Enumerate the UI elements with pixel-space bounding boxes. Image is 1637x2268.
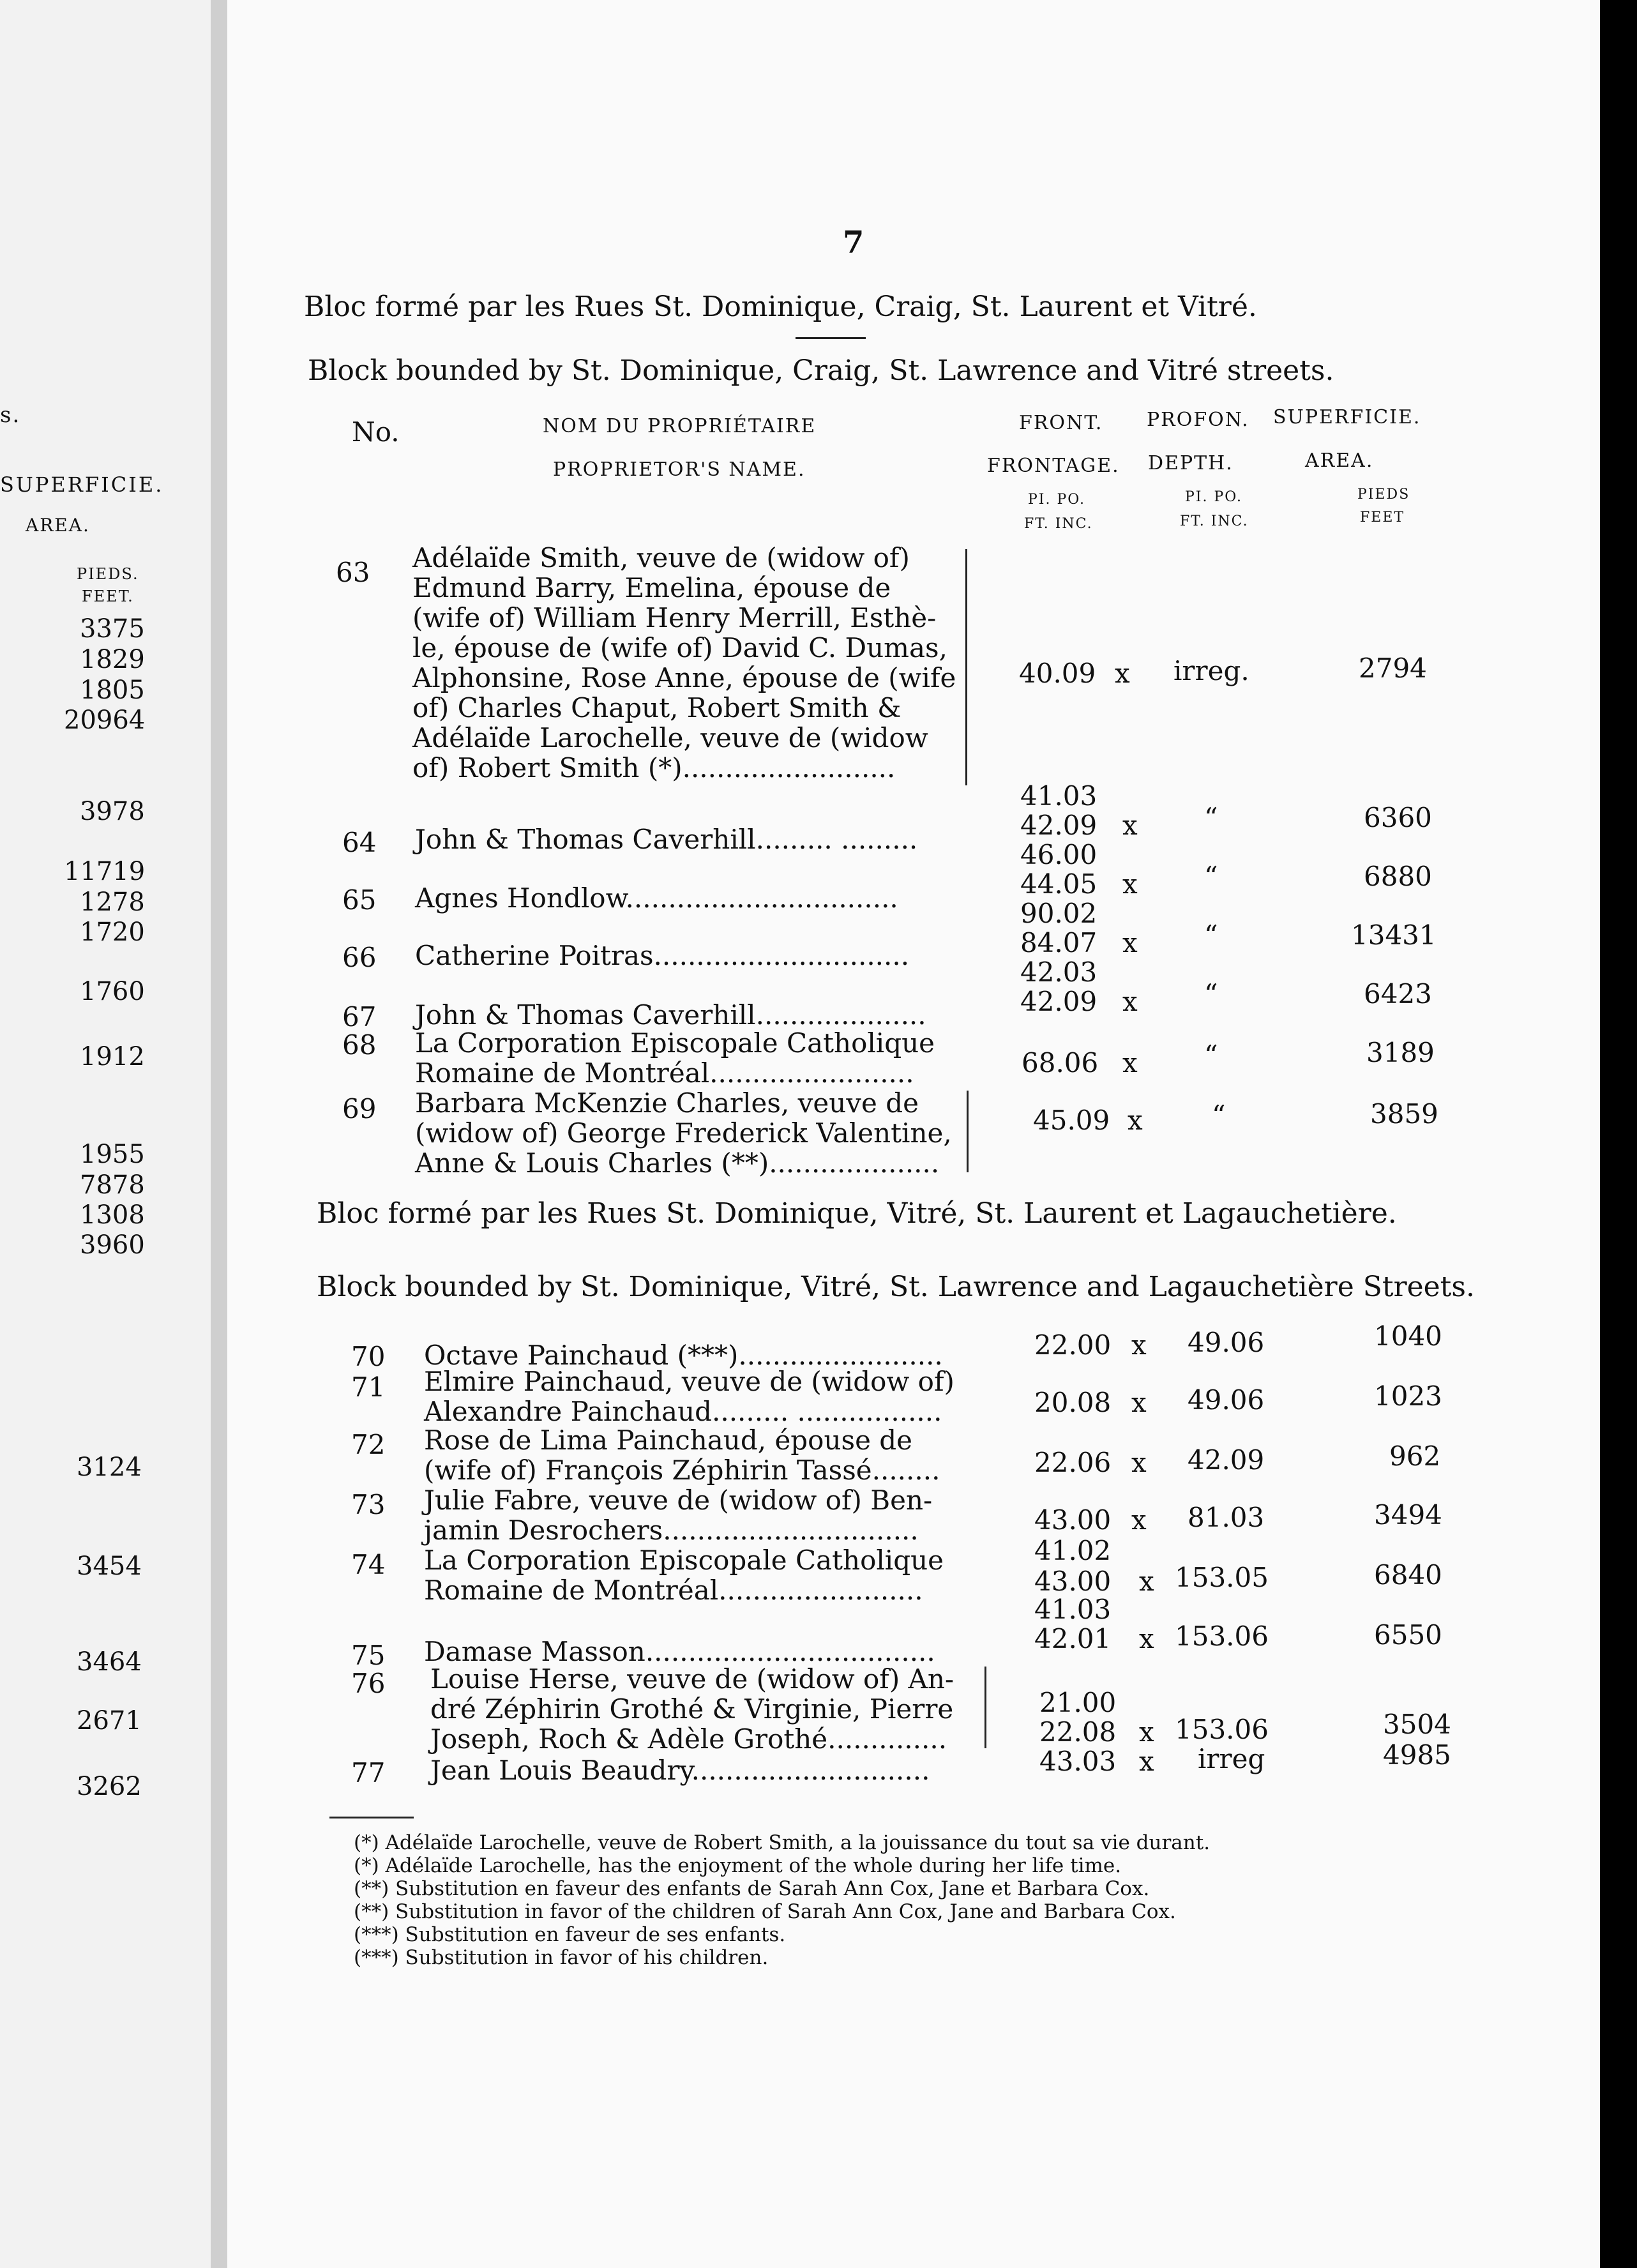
footnote: (**) Substitution en faveur des enfants de Sarah Ann Cox, Jane et Barbara Cox. (354, 1877, 1150, 1900)
area-value: 3494 (1374, 1499, 1442, 1531)
frontage-value: 22.00 (1034, 1329, 1112, 1361)
times-sign: x (1139, 1566, 1154, 1597)
unit-depth-en: FT. INC. (1180, 513, 1249, 529)
proprietor-line: Adélaïde Smith, veuve de (widow of) (412, 542, 910, 573)
proprietor-name: Damase Masson.................................. (424, 1636, 935, 1667)
col-owner-header-fr: NOM DU PROPRIÉTAIRE (543, 415, 817, 437)
lot-number: 74 (351, 1549, 386, 1580)
proprietor-line: Edmund Barry, Emelina, épouse de (412, 572, 891, 603)
frontage-value: 40.09 (1019, 658, 1096, 689)
times-sign: x (1139, 1746, 1154, 1777)
left-area-value: 3960 (80, 1230, 145, 1260)
area-value: 3504 (1383, 1709, 1451, 1740)
frontage-value: 22.08 (1039, 1716, 1117, 1748)
left-area-value: 1720 (80, 918, 145, 947)
depth-value: 49.06 (1188, 1384, 1265, 1416)
unit-area-fr: PIEDS (1357, 487, 1410, 503)
left-page-fragment (0, 0, 211, 2268)
proprietor-name (424, 1366, 954, 1426)
frontage-value: 42.09 (1020, 986, 1098, 1017)
lot-number: 70 (351, 1341, 386, 1372)
proprietor-name (412, 543, 956, 783)
left-unit-fr: PIEDS. (77, 565, 139, 583)
brace-right (960, 549, 967, 785)
col-depth-header-en: DEPTH. (1148, 452, 1233, 474)
left-area-value: 3124 (77, 1453, 142, 1482)
brace-right (979, 1667, 986, 1748)
frontage-value: 43.00 (1034, 1504, 1112, 1536)
frontage-value: 21.00 (1039, 1687, 1117, 1718)
left-area-value: 1805 (80, 676, 145, 705)
lot-number: 71 (351, 1372, 386, 1403)
proprietor-line: Rose de Lima Painchaud, épouse de (424, 1425, 913, 1456)
left-area-value: 3978 (80, 797, 145, 826)
frontage-value: 68.06 (1022, 1047, 1099, 1078)
times-sign: x (1139, 1623, 1154, 1654)
times-sign: x (1131, 1387, 1147, 1418)
proprietor-line: Julie Fabre, veuve de (widow of) Ben- (424, 1485, 933, 1516)
times-sign: x (1131, 1504, 1147, 1536)
lot-number: 64 (342, 827, 377, 858)
proprietor-name (424, 1485, 932, 1545)
area-value: 4985 (1383, 1739, 1451, 1771)
times-sign: x (1122, 810, 1138, 841)
proprietor-name (415, 1028, 935, 1088)
times-sign: x (1122, 1047, 1138, 1078)
col-depth-header-fr: PROFON. (1147, 409, 1249, 431)
frontage-value: 84.07 (1020, 927, 1098, 958)
lot-number: 72 (351, 1429, 386, 1460)
times-sign: x (1131, 1447, 1147, 1478)
proprietor-name: Octave Painchaud (***)........................ (424, 1340, 943, 1371)
frontage-value: 41.02 (1034, 1535, 1112, 1566)
depth-value: irreg. (1173, 655, 1249, 686)
frontage-value: 43.00 (1034, 1566, 1112, 1597)
proprietor-line: Barbara McKenzie Charles, veuve de (415, 1087, 919, 1119)
frontage-value: 90.02 (1020, 898, 1098, 929)
depth-ditto: “ (1204, 978, 1218, 1009)
frontage-value: 42.01 (1034, 1623, 1112, 1654)
footnote: (*) Adélaïde Larochelle, veuve de Robert Smith, a la jouissance du tout sa vie durant. (354, 1831, 1211, 1854)
proprietor-name (415, 1088, 952, 1178)
block1-title-fr: Bloc formé par les Rues St. Dominique, Craig, St. Laurent et Vitré. (304, 291, 1257, 323)
title-rule (796, 337, 866, 339)
depth-ditto: “ (1204, 919, 1218, 951)
left-area-value: 3464 (77, 1647, 142, 1677)
left-area-value: 11719 (64, 857, 146, 886)
lot-number: 73 (351, 1489, 386, 1520)
area-value: 6423 (1364, 978, 1432, 1009)
unit-front-fr: PI. PO. (1028, 492, 1086, 508)
left-area-header-fr: SUPERFICIE. (0, 472, 164, 497)
depth-value: irreg (1198, 1743, 1265, 1774)
area-value: 6880 (1364, 861, 1432, 892)
times-sign: x (1128, 1105, 1143, 1136)
depth-value: 81.03 (1188, 1502, 1265, 1533)
proprietor-name (424, 1425, 940, 1485)
lot-number: 63 (336, 557, 370, 588)
col-front-header-en: FRONTAGE. (987, 455, 1120, 477)
page-gutter (211, 0, 227, 2268)
left-area-value: 3454 (77, 1552, 142, 1581)
col-no-header: No. (352, 416, 400, 448)
block2-title-fr: Bloc formé par les Rues St. Dominique, Vitré, St. Laurent et Lagauchetière. (317, 1197, 1397, 1230)
area-value: 3859 (1370, 1098, 1438, 1130)
lot-number: 77 (351, 1757, 386, 1788)
footnote-rule (329, 1817, 414, 1818)
area-value: 6840 (1374, 1559, 1442, 1591)
proprietor-line: Adélaïde Larochelle, veuve de (widow (412, 722, 928, 753)
block2-title-en: Block bounded by St. Dominique, Vitré, St. Lawrence and Lagauchetière Streets. (317, 1271, 1475, 1303)
frontage-value: 45.09 (1033, 1105, 1110, 1136)
page-number: 7 (843, 225, 864, 261)
times-sign: x (1139, 1716, 1154, 1748)
left-area-value: 20964 (64, 706, 146, 735)
lot-number: 76 (351, 1668, 386, 1699)
unit-area-en: FEET (1360, 510, 1405, 525)
area-value: 2794 (1359, 653, 1427, 684)
proprietor-line: Alphonsine, Rose Anne, épouse de (wife (412, 662, 956, 693)
col-owner-header-en: PROPRIETOR'S NAME. (553, 458, 806, 481)
proprietor-line: La Corporation Episcopale Catholique (424, 1545, 944, 1576)
left-area-value: 2671 (77, 1706, 142, 1735)
left-area-value: 1829 (80, 645, 145, 674)
area-value: 1040 (1374, 1320, 1442, 1352)
depth-value: 153.06 (1175, 1714, 1269, 1745)
unit-front-en: FT. INC. (1024, 516, 1093, 532)
depth-value: 153.06 (1175, 1621, 1269, 1652)
times-sign: x (1115, 658, 1130, 689)
area-value: 1023 (1374, 1380, 1442, 1412)
proprietor-line: Elmire Painchaud, veuve de (widow of) (424, 1366, 954, 1397)
lot-number: 69 (342, 1093, 377, 1124)
area-value: 6550 (1374, 1619, 1442, 1651)
frontage-value: 42.03 (1020, 956, 1098, 988)
col-front-header-fr: FRONT. (1019, 412, 1103, 434)
depth-ditto: “ (1204, 861, 1218, 892)
proprietor-line: (wife of) François Zéphirin Tassé........ (424, 1455, 940, 1486)
brace-right (962, 1091, 969, 1172)
times-sign: x (1122, 986, 1138, 1017)
frontage-value: 44.05 (1020, 868, 1098, 900)
footnote: (**) Substitution in favor of the children of Sarah Ann Cox, Jane and Barbara Cox. (354, 1900, 1176, 1923)
lot-number: 75 (351, 1640, 386, 1671)
proprietor-line: Alexandre Painchaud......... ................. (424, 1396, 942, 1427)
left-area-value: 1955 (80, 1140, 145, 1169)
proprietor-line: le, épouse de (wife of) David C. Dumas, (412, 632, 947, 663)
times-sign: x (1122, 927, 1138, 958)
area-value: 3189 (1366, 1037, 1435, 1068)
footnote: (***) Substitution in favor of his children. (354, 1946, 769, 1969)
proprietor-line: dré Zéphirin Grothé & Virginie, Pierre (430, 1693, 954, 1725)
times-sign: x (1122, 868, 1138, 900)
proprietor-line: Anne & Louis Charles (**).................... (415, 1147, 940, 1179)
lot-number: 67 (342, 1001, 377, 1032)
lot-number: 66 (342, 942, 377, 973)
proprietor-name (424, 1545, 944, 1605)
depth-value: 153.05 (1175, 1562, 1269, 1593)
proprietor-name: John & Thomas Caverhill.................... (415, 999, 926, 1031)
proprietor-line: of) Robert Smith (*)......................... (412, 752, 896, 783)
depth-ditto: “ (1204, 1040, 1218, 1071)
depth-ditto: “ (1212, 1100, 1226, 1131)
depth-value: 49.06 (1188, 1327, 1265, 1358)
depth-value: 42.09 (1188, 1444, 1265, 1476)
footnote: (***) Substitution en faveur de ses enfants. (354, 1923, 786, 1946)
left-area-value: 1308 (80, 1200, 145, 1230)
footnote: (*) Adélaïde Larochelle, has the enjoyment of the whole during her life time. (354, 1854, 1122, 1877)
frontage-value: 22.06 (1034, 1447, 1112, 1478)
col-area-header-en: AREA. (1305, 450, 1374, 472)
unit-depth-fr: PI. PO. (1185, 489, 1243, 505)
left-area-value: 1760 (80, 977, 145, 1006)
lot-number: 65 (342, 884, 377, 916)
block1-title-en: Block bounded by St. Dominique, Craig, St. Lawrence and Vitré streets. (308, 354, 1334, 387)
frontage-value: 46.00 (1020, 839, 1098, 870)
proprietor-name: John & Thomas Caverhill......... ......... (415, 824, 918, 855)
area-value: 13431 (1351, 919, 1437, 951)
left-area-value: 3262 (77, 1772, 142, 1801)
proprietor-name (430, 1664, 954, 1754)
area-value: 6360 (1364, 802, 1432, 833)
left-area-value: 7878 (80, 1170, 145, 1200)
proprietor-name: Agnes Hondlow................................ (415, 882, 898, 914)
left-page-fragment-text: s. (0, 402, 21, 428)
left-unit-en: FEET. (82, 587, 134, 605)
depth-ditto: “ (1204, 802, 1218, 833)
left-area-header-en: AREA. (26, 515, 90, 536)
frontage-value: 41.03 (1020, 780, 1098, 812)
area-value: 962 (1389, 1440, 1441, 1472)
frontage-value: 41.03 (1034, 1594, 1112, 1625)
proprietor-name: Catherine Poitras.............................. (415, 940, 910, 971)
proprietor-line: Romaine de Montréal........................ (424, 1575, 923, 1606)
col-area-header-fr: SUPERFICIE. (1273, 406, 1421, 428)
frontage-value: 42.09 (1020, 810, 1098, 841)
proprietor-line: jamin Desrochers.............................. (424, 1515, 919, 1546)
right-page (227, 0, 1600, 2268)
proprietor-line: (wife of) William Henry Merrill, Esthè- (412, 602, 937, 633)
proprietor-line: La Corporation Episcopale Catholique (415, 1027, 935, 1059)
left-area-value: 1278 (80, 888, 145, 917)
footnotes (354, 1831, 1210, 1969)
left-area-value: 1912 (80, 1042, 145, 1071)
proprietor-line: Louise Herse, veuve de (widow of) An- (430, 1663, 954, 1695)
proprietor-line: of) Charles Chaput, Robert Smith & (412, 692, 901, 723)
lot-number: 68 (342, 1029, 377, 1061)
proprietor-line: Joseph, Roch & Adèle Grothé.............. (430, 1723, 947, 1755)
proprietor-line: (widow of) George Frederick Valentine, (415, 1117, 952, 1149)
proprietor-name: Jean Louis Beaudry............................ (430, 1755, 930, 1786)
times-sign: x (1131, 1329, 1147, 1361)
left-area-value: 3375 (80, 614, 145, 644)
frontage-value: 43.03 (1039, 1746, 1117, 1777)
proprietor-line: Romaine de Montréal........................ (415, 1057, 914, 1089)
frontage-value: 20.08 (1034, 1387, 1112, 1418)
